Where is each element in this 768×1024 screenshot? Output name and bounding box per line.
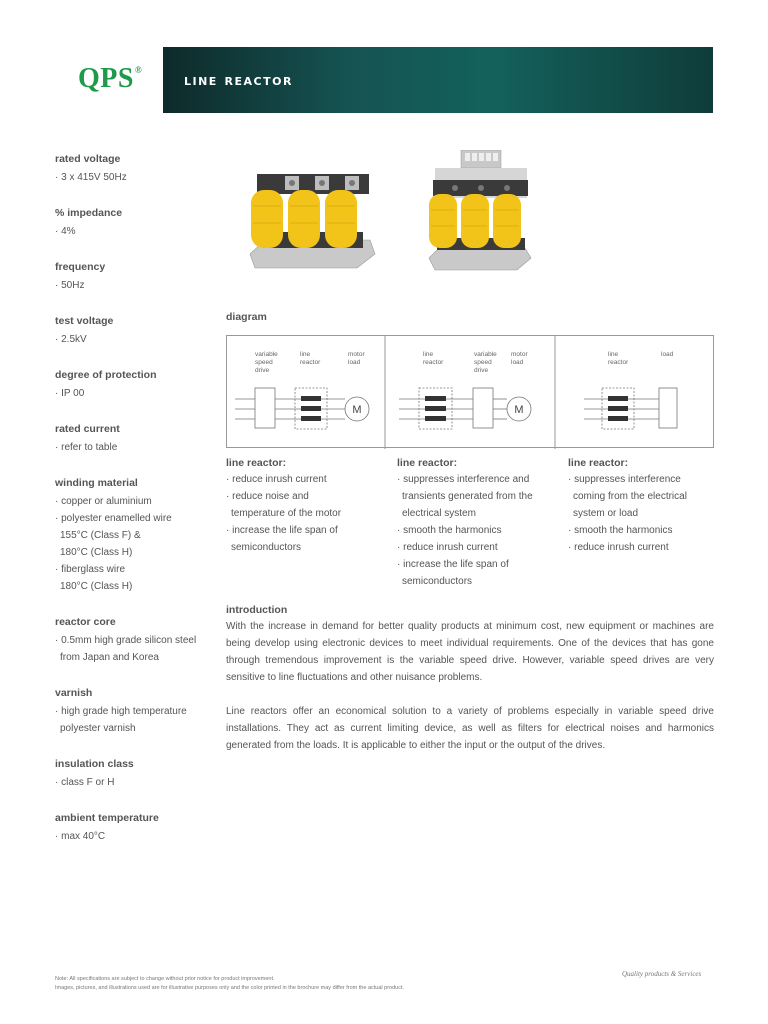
column-line: · reduce noise and [226, 491, 309, 502]
column-line: transients generated from the [402, 491, 533, 502]
spec-label: varnish [55, 687, 93, 699]
introduction-paragraph-1: With the increase in demand for better quality products at minimum cost, new equipment or machines are being develop using electronic devices to meet individual requirements. One of the devices that has gone through tremendous improvement is the variable speed drive. However, variable speed drives are very sensitive to line fluctuations and other nuisance problems. [226, 621, 714, 683]
spec-value: · 4% [55, 226, 76, 237]
spec-winding-material [55, 476, 215, 595]
column-line: · increase the life span of [226, 525, 338, 536]
spec-value: · 50Hz [55, 280, 85, 291]
p2-reactor-label-2: reactor [423, 359, 444, 366]
spec-value: · 0.5mm high grade silicon steel [55, 635, 197, 646]
spec-label: ambient temperature [55, 812, 159, 824]
spec-value: 155°C (Class F) & [60, 530, 141, 541]
wiring-diagram [226, 335, 714, 448]
column-line: semiconductors [402, 576, 473, 587]
column-line: semiconductors [231, 542, 302, 553]
column-line: · reduce inrush current [568, 542, 669, 553]
spec-value: · class F or H [55, 777, 115, 788]
p2-drive-label-1: variable [474, 351, 497, 358]
introduction-title: introduction [226, 604, 288, 616]
p2-drive-label-2: speed [474, 359, 492, 366]
logo-text: QPS [78, 63, 134, 94]
p2-motor-label-1: motor [511, 351, 528, 358]
spec-label: degree of protection [55, 369, 157, 381]
title-banner [163, 47, 713, 113]
p1-motor-label-2: load [348, 359, 361, 366]
footer-note-line-1: Note: All specifications are subject to change without prior notice for product improvement. [55, 976, 275, 982]
footer-note-line-2: Images, pictures, and illustrations used are for illustrative purposes only and the color printed in the brochure may differ from the actual product. [55, 985, 405, 991]
column-title: line reactor: [397, 457, 458, 469]
registered-mark: ® [134, 64, 143, 75]
spec-label: insulation class [55, 758, 134, 770]
spec-label: rated voltage [55, 153, 121, 165]
spec-frequency [55, 260, 215, 294]
spec-rated-current [55, 422, 215, 456]
spec-value: · max 40°C [55, 831, 106, 842]
spec-ambient-temperature [55, 811, 215, 845]
spec-test-voltage [55, 314, 215, 348]
introduction-section [226, 602, 714, 754]
p1-reactor-label-2: reactor [300, 359, 321, 366]
spec-value: · copper or aluminium [55, 496, 152, 507]
spec-reactor-core [55, 615, 215, 666]
spec-label: % impedance [55, 207, 123, 219]
p2-drive-label-3: drive [474, 367, 489, 374]
spec-label: frequency [55, 261, 106, 273]
introduction-paragraph-2: Line reactors offer an economical solution to a variety of problems especially in variable speed drive installations. They act as current limiting device, as well as filters for electrical noises and harmonics generated from the loads. It is applicable to either the input or the output of the drives. [226, 706, 714, 751]
spec-rated-voltage [55, 152, 215, 186]
p3-reactor-label-1: line [608, 351, 619, 358]
column-line: system or load [573, 508, 639, 519]
spec-value: · polyester enamelled wire [55, 513, 172, 524]
column-line: · suppresses interference and [397, 474, 530, 485]
p1-reactor-label-1: line [300, 351, 311, 358]
column-line: · smooth the harmonics [397, 525, 502, 536]
spec-label: winding material [55, 477, 138, 489]
column-line: · reduce inrush current [397, 542, 498, 553]
p1-drive-label-2: speed [255, 359, 273, 366]
spec-value: · high grade high temperature [55, 706, 187, 717]
spec-degree-of-protection [55, 368, 215, 402]
spec-value: · 3 x 415V 50Hz [55, 172, 127, 183]
page-title: line reactor [184, 71, 293, 89]
spec-value: polyester varnish [60, 723, 136, 734]
spec-value: 180°C (Class H) [60, 547, 133, 558]
footer-tagline: Quality products & Services [622, 970, 702, 978]
p3-reactor-label-2: reactor [608, 359, 629, 366]
spec-value: · 2.5kV [55, 334, 87, 345]
spec-value: from Japan and Korea [60, 652, 159, 663]
p1-motor-label-1: motor [348, 351, 365, 358]
p1-drive-label-1: variable [255, 351, 278, 358]
column-line: · suppresses interference [568, 474, 681, 485]
column-line: · reduce inrush current [226, 474, 327, 485]
spec-label: test voltage [55, 315, 114, 327]
p1-drive-label-3: drive [255, 367, 270, 374]
spec-value: · refer to table [55, 442, 118, 453]
line-reactor-photo [245, 168, 380, 274]
column-line: · smooth the harmonics [568, 525, 673, 536]
column-load-side [568, 455, 728, 556]
spec-insulation-class [55, 757, 215, 791]
column-title: line reactor: [226, 457, 287, 469]
spec-impedance [55, 206, 215, 240]
spec-list [55, 152, 215, 865]
p2-motor-label-2: load [511, 359, 524, 366]
p2-reactor-label-1: line [423, 351, 434, 358]
p2-motor-symbol: M [514, 404, 524, 416]
column-line: · increase the life span of [397, 559, 509, 570]
column-line: electrical system [402, 508, 476, 519]
footer-disclaimer [55, 975, 555, 993]
company-logo [78, 63, 142, 95]
spec-label: rated current [55, 423, 120, 435]
spec-varnish [55, 686, 215, 737]
line-reactor-terminal-photo [425, 150, 535, 275]
spec-label: reactor core [55, 616, 116, 628]
p3-load-label: load [661, 351, 674, 358]
column-line: temperature of the motor [231, 508, 342, 519]
diagram-label: diagram [226, 311, 267, 323]
wiring-diagram-svg [227, 336, 715, 449]
p1-motor-symbol: M [352, 404, 362, 416]
column-drive-side [397, 455, 557, 590]
spec-value: · fiberglass wire [55, 564, 126, 575]
column-title: line reactor: [568, 457, 629, 469]
spec-value: · IP 00 [55, 388, 85, 399]
column-line: coming from the electrical [573, 491, 687, 502]
column-input-side [226, 455, 386, 556]
spec-value: 180°C (Class H) [60, 581, 133, 592]
